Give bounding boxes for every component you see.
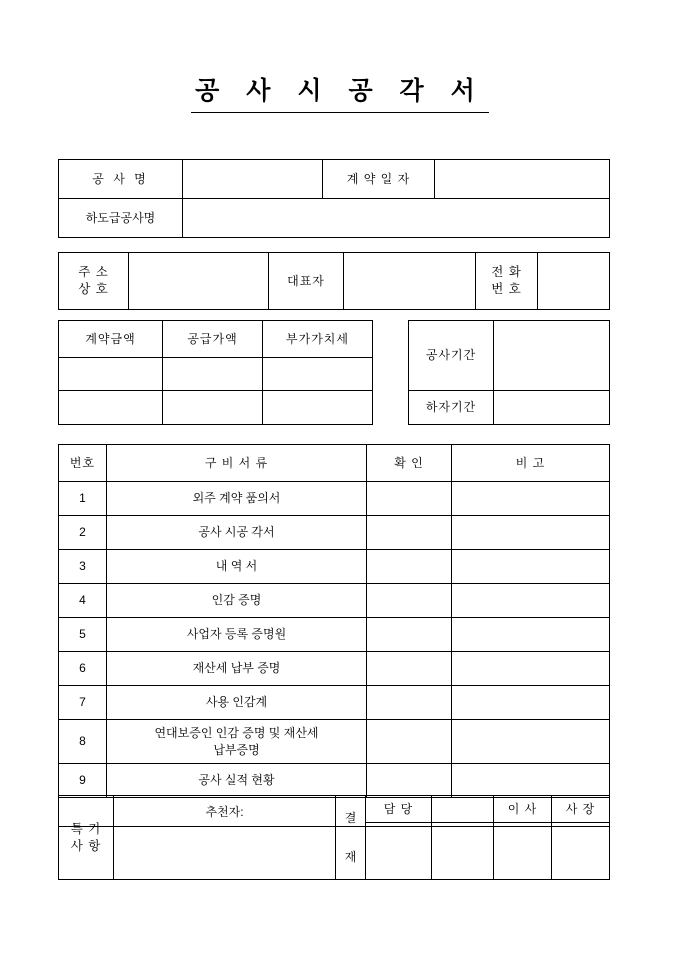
row-check[interactable] [367, 482, 452, 516]
telephone-value[interactable] [538, 253, 610, 310]
row-document-name [107, 720, 367, 764]
documents-block [58, 444, 610, 827]
project-name-label: 공 사 명 [59, 160, 183, 199]
row-document-name-line2: 납부증명 [213, 742, 260, 757]
page-title-wrapper [0, 78, 680, 113]
representative-value[interactable] [344, 253, 476, 310]
row-check[interactable] [367, 550, 452, 584]
approver-role-staff: 담 당 [366, 796, 432, 823]
table-row [59, 796, 610, 823]
row-no: 4 [59, 584, 107, 618]
supply-amount-value-2[interactable] [163, 391, 263, 425]
approval-label [336, 796, 366, 880]
row-no: 9 [59, 764, 107, 798]
table-row [59, 253, 610, 310]
project-name-value[interactable] [183, 160, 323, 199]
approver-sign-president[interactable] [552, 823, 610, 880]
spacer-cell [373, 358, 409, 391]
row-check[interactable] [367, 764, 452, 798]
table-row [59, 160, 610, 199]
row-document-name: 사용 인감계 [107, 686, 367, 720]
construction-period-label: 공사기간 [409, 321, 494, 391]
table-row [59, 516, 610, 550]
approver-sign-staff-2[interactable] [366, 823, 432, 880]
address-label-line1: 주 소 [78, 265, 109, 280]
row-document-name: 공사 실적 현황 [107, 764, 367, 798]
spacer-cell [373, 391, 409, 425]
row-no: 2 [59, 516, 107, 550]
row-check[interactable] [367, 720, 452, 764]
contract-date-label: 계 약 일 자 [323, 160, 435, 199]
contract-amount-value-2[interactable] [59, 391, 163, 425]
address-value[interactable] [129, 253, 269, 310]
row-check[interactable] [367, 516, 452, 550]
telephone-label-line1: 전 화 [491, 265, 522, 280]
vat-value[interactable] [263, 358, 373, 391]
row-no: 5 [59, 618, 107, 652]
address-block [58, 252, 610, 310]
special-notes-label-line2: 사 항 [70, 838, 102, 853]
vat-header: 부가가치세 [263, 321, 373, 358]
approver-role-president: 사 장 [552, 796, 610, 823]
approval-label-line1: 결 [344, 811, 357, 826]
recommender-field[interactable]: 추천자: [114, 796, 336, 880]
contract-amount-header: 계약금액 [59, 321, 163, 358]
row-document-name: 내 역 서 [107, 550, 367, 584]
row-document-name: 인감 증명 [107, 584, 367, 618]
row-document-name: 공사 시공 각서 [107, 516, 367, 550]
subcontract-name-label: 하도급공사명 [59, 199, 183, 238]
contract-amount-value[interactable] [59, 358, 163, 391]
col-header-check: 확 인 [367, 445, 452, 482]
table-row [59, 391, 610, 425]
address-label-line2: 상 호 [78, 282, 109, 296]
special-notes-label [59, 796, 114, 880]
row-note[interactable] [452, 686, 610, 720]
supply-amount-value[interactable] [163, 358, 263, 391]
special-notes-label-line1: 특 기 [70, 821, 102, 836]
row-note[interactable] [452, 764, 610, 798]
construction-period-value[interactable] [494, 321, 610, 391]
row-no: 1 [59, 482, 107, 516]
table-row [59, 584, 610, 618]
table-row [59, 686, 610, 720]
spacer-cell [373, 321, 409, 358]
row-check[interactable] [367, 584, 452, 618]
row-no: 3 [59, 550, 107, 584]
defect-period-value[interactable] [494, 391, 610, 425]
table-header-row [59, 445, 610, 482]
row-document-name-line1: 연대보증인 인감 증명 및 재산세 [154, 726, 319, 741]
col-header-note: 비 고 [452, 445, 610, 482]
vat-value-2[interactable] [263, 391, 373, 425]
amount-table [58, 320, 610, 425]
subcontract-name-value[interactable] [183, 199, 610, 238]
row-no: 6 [59, 652, 107, 686]
documents-table [58, 444, 610, 827]
signature-block [58, 795, 610, 880]
row-check[interactable] [367, 652, 452, 686]
row-note[interactable] [452, 550, 610, 584]
table-row [59, 764, 610, 798]
supply-amount-header: 공급가액 [163, 321, 263, 358]
row-check[interactable] [367, 686, 452, 720]
defect-period-label: 하자기간 [409, 391, 494, 425]
telephone-label [476, 253, 538, 310]
table-row [59, 321, 610, 358]
approver-sign-director[interactable] [494, 823, 552, 880]
row-note[interactable] [452, 482, 610, 516]
signature-table [58, 795, 610, 880]
row-no: 7 [59, 686, 107, 720]
table-row [59, 652, 610, 686]
project-info-table [58, 159, 610, 238]
approver-sign-blank[interactable] [432, 823, 494, 880]
row-document-name: 외주 계약 품의서 [107, 482, 367, 516]
table-row [59, 618, 610, 652]
row-note[interactable] [452, 618, 610, 652]
row-note[interactable] [452, 516, 610, 550]
page-title: 공 사 시 공 각 서 [191, 78, 489, 113]
approver-sign-staff[interactable] [432, 796, 494, 823]
row-note[interactable] [452, 652, 610, 686]
row-note[interactable] [452, 584, 610, 618]
address-table [58, 252, 610, 310]
approver-role-director: 이 사 [494, 796, 552, 823]
table-row [59, 482, 610, 516]
col-header-no: 번호 [59, 445, 107, 482]
col-header-document: 구 비 서 류 [107, 445, 367, 482]
amount-block [58, 320, 610, 425]
contract-date-value[interactable] [435, 160, 610, 199]
table-row [59, 199, 610, 238]
approval-label-line2: 재 [344, 849, 357, 864]
row-document-name: 사업자 등록 증명원 [107, 618, 367, 652]
row-document-name: 재산세 납부 증명 [107, 652, 367, 686]
table-row [59, 550, 610, 584]
table-row [59, 720, 610, 764]
project-info-block [58, 159, 610, 238]
row-check[interactable] [367, 618, 452, 652]
representative-label: 대표자 [269, 253, 344, 310]
row-note[interactable] [452, 720, 610, 764]
row-no: 8 [59, 720, 107, 764]
telephone-label-line2: 번 호 [491, 282, 522, 296]
address-company-label [59, 253, 129, 310]
